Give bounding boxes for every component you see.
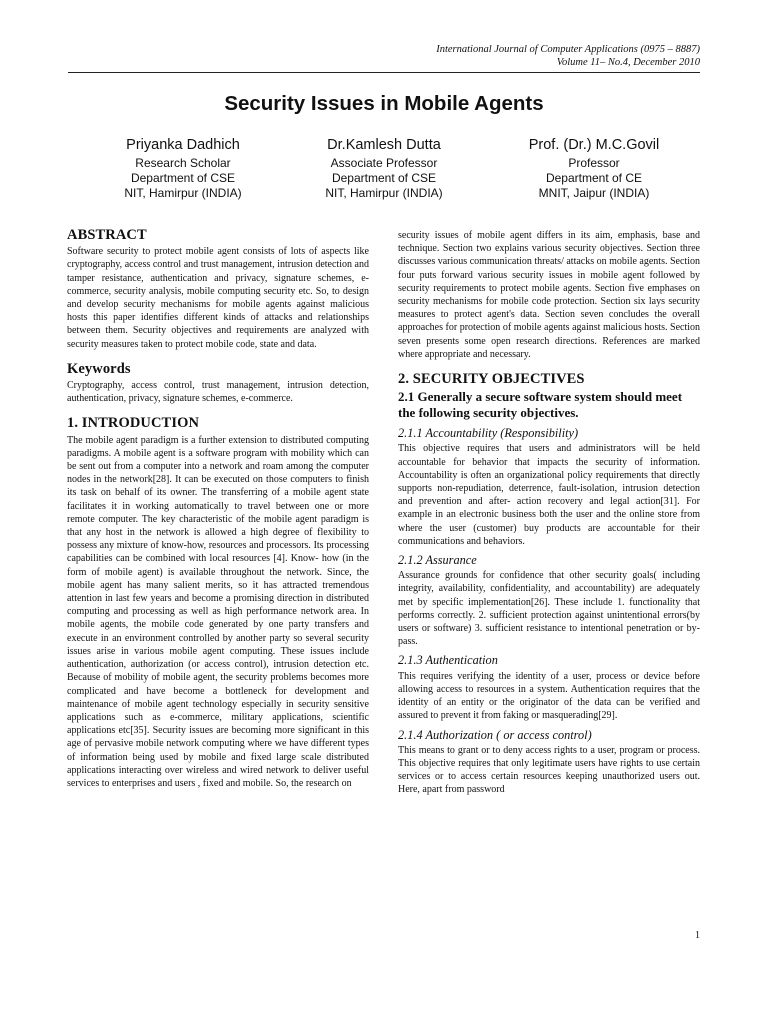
author-dept: Department of CSE xyxy=(130,171,236,185)
subsection-text: This objective requires that users and administrators will be held accountable for behavior that impacts the security of information. Accountability is often an organizational policy requirements that directly supports non-repudiation, deterrence, fault-isolation, intrusion detection and prevention and after- action recovery and legal action[31]. For example in an electronic business both the user and the online store from where the user (customer) buy products are accountable for their communications and behaviors. xyxy=(398,443,700,547)
author-block-1 xyxy=(68,138,298,201)
subsection-heading: 2.1.3 Authentication xyxy=(398,653,498,668)
author-inst: NIT, Hamirpur (INDIA) xyxy=(325,186,443,200)
author-block-2 xyxy=(269,138,499,201)
volume-line: Volume 11– No.4, December 2010 xyxy=(556,57,700,68)
intro-continued-text: security issues of mobile agent differs in its aim, emphasis, base and technique. Section two explains various security objectives. Section three discusses various communication threats/ attacks on mobile agents. Section four puts forward various security issues in mobile agent followed by security requirements to protect mobile agents. Section five emphases on security mechanisms for mobile code protection. Section six lays security measures to protect agent's data. Section seven concludes the overall approaches for protection of mobile agents against malicious hosts. Section seven presents some open research directions. References are marked where appropriate and necessary. xyxy=(398,230,700,360)
abstract-text: Software security to protect mobile agent consists of lots of aspects like cryptography, access control and trust management, intrusion detection and tamper resistance, authentication and privacy, signature schemes, e-commerce, security analysis, mobile computing security etc. So, to design and develop security mechanisms for mobile agents against malicious hosts this paper identifies different kinds of attacks and relationships between them. Security objectives and requirements are analyzed with security measures taken to protect mobile code, state and data. xyxy=(67,246,369,350)
security-objectives-subheading: 2.1 Generally a secure software system should meet the following security objectives. xyxy=(398,389,683,421)
keywords-heading: Keywords xyxy=(67,360,131,377)
left-column xyxy=(67,229,369,790)
author-name: Dr.Kamlesh Dutta xyxy=(327,137,441,153)
paper-title: Security Issues in Mobile Agents xyxy=(224,92,544,115)
author-dept: Department of CE xyxy=(545,171,643,185)
subsection-heading: 2.1.1 Accountability (Responsibility) xyxy=(398,426,579,441)
author-dept: Department of CSE xyxy=(331,171,437,185)
author-block-3 xyxy=(479,138,709,201)
author-inst: NIT, Hamirpur (INDIA) xyxy=(124,186,242,200)
page-number: 1 xyxy=(695,930,700,941)
subsection-text: This means to grant or to deny access rights to a user, program or process. This objective requires that only legitimate users have rights to use certain services or to access certain resources keeping unauthorized users out. Here, apart from password xyxy=(398,744,700,796)
journal-line: International Journal of Computer Applications (0975 – 8887) xyxy=(436,44,700,55)
author-role: Research Scholar xyxy=(135,156,231,170)
author-role: Associate Professor xyxy=(330,156,438,170)
author-name: Priyanka Dadhich xyxy=(126,137,240,153)
subsection-heading: 2.1.4 Authorization ( or access control) xyxy=(398,727,592,742)
keywords-text: Cryptography, access control, trust management, intrusion detection, authentication, privacy, signature schemes, e-commerce. xyxy=(67,380,369,405)
author-name: Prof. (Dr.) M.C.Govil xyxy=(528,137,660,153)
security-objectives-heading: 2. SECURITY OBJECTIVES xyxy=(398,371,585,388)
subsection-text: This requires verifying the identity of a user, process or device before allowing access to resources in a system. Authentication requires that the identity of an entity or the originator of the data can be verified and assured to prevent it from faking or masquerading[29]. xyxy=(398,670,700,722)
abstract-heading: ABSTRACT xyxy=(67,227,147,243)
header-rule xyxy=(68,72,700,73)
right-column xyxy=(398,229,700,797)
subsection-heading: 2.1.2 Assurance xyxy=(398,553,477,568)
introduction-heading: 1. INTRODUCTION xyxy=(67,415,200,432)
author-role: Professor xyxy=(568,156,620,170)
subsection-text: Assurance grounds for confidence that other security goals( including integrity, availability, confidentiality, and accountability) are adequately met by specific implementation[26]. These include 1. functionality that performs correctly. 2. sufficient protection against unintentional errors(by users or software) 3. sufficient resistance to intentional penetration or by-pass. xyxy=(398,570,700,648)
introduction-text: The mobile agent paradigm is a further extension to distributed computing paradigms. A mobile agent is a software program with mobility which can be sent out from a computer into a network and roam among the computer nodes in the network[28]. It can be executed on those computers to finish its task on behalf of its owner. The transferring of a mobile agent state facilitates it in working automatically to travel between one or more remote computer. The key characteristic of the mobile agent paradigm is that any host in the network is allowed a high degree of flexibility to possess any mixture of know-how, resources and processors. Its processing capabilities can be combined with local resources [4]. Know- how (in the form of mobile agent) is available throughout the network. Since, the mobile agent has many salient merits, so it has attracted tremendous attention in last few years and become a promising direction in distributed computing and processing as well as high performance network area. In mobile agents, the mobile code generated by one party transfers and execute in an environment controlled by another party so several security issues arise in various mobile agent computing. These issues include authentication, authorization (or access control), intrusion detection etc. Because of mobility of mobile agent, the security problems becomes more complicated and have become a bottleneck for development and maintenance of mobile agent technology especially in security sensitive applications such as e-commerce, military applications, scientific applications etc[35]. Security issues are becoming more significant in this age of pervasive mobile network computing where we have different types of information being used by mobile and fixed large scale distributed applications interacting over wireless and wired network to deliver useful services to enterprises and users , fixed and mobile. So, the research on xyxy=(67,434,369,789)
journal-header xyxy=(436,43,700,69)
author-inst: MNIT, Jaipur (INDIA) xyxy=(538,186,650,200)
